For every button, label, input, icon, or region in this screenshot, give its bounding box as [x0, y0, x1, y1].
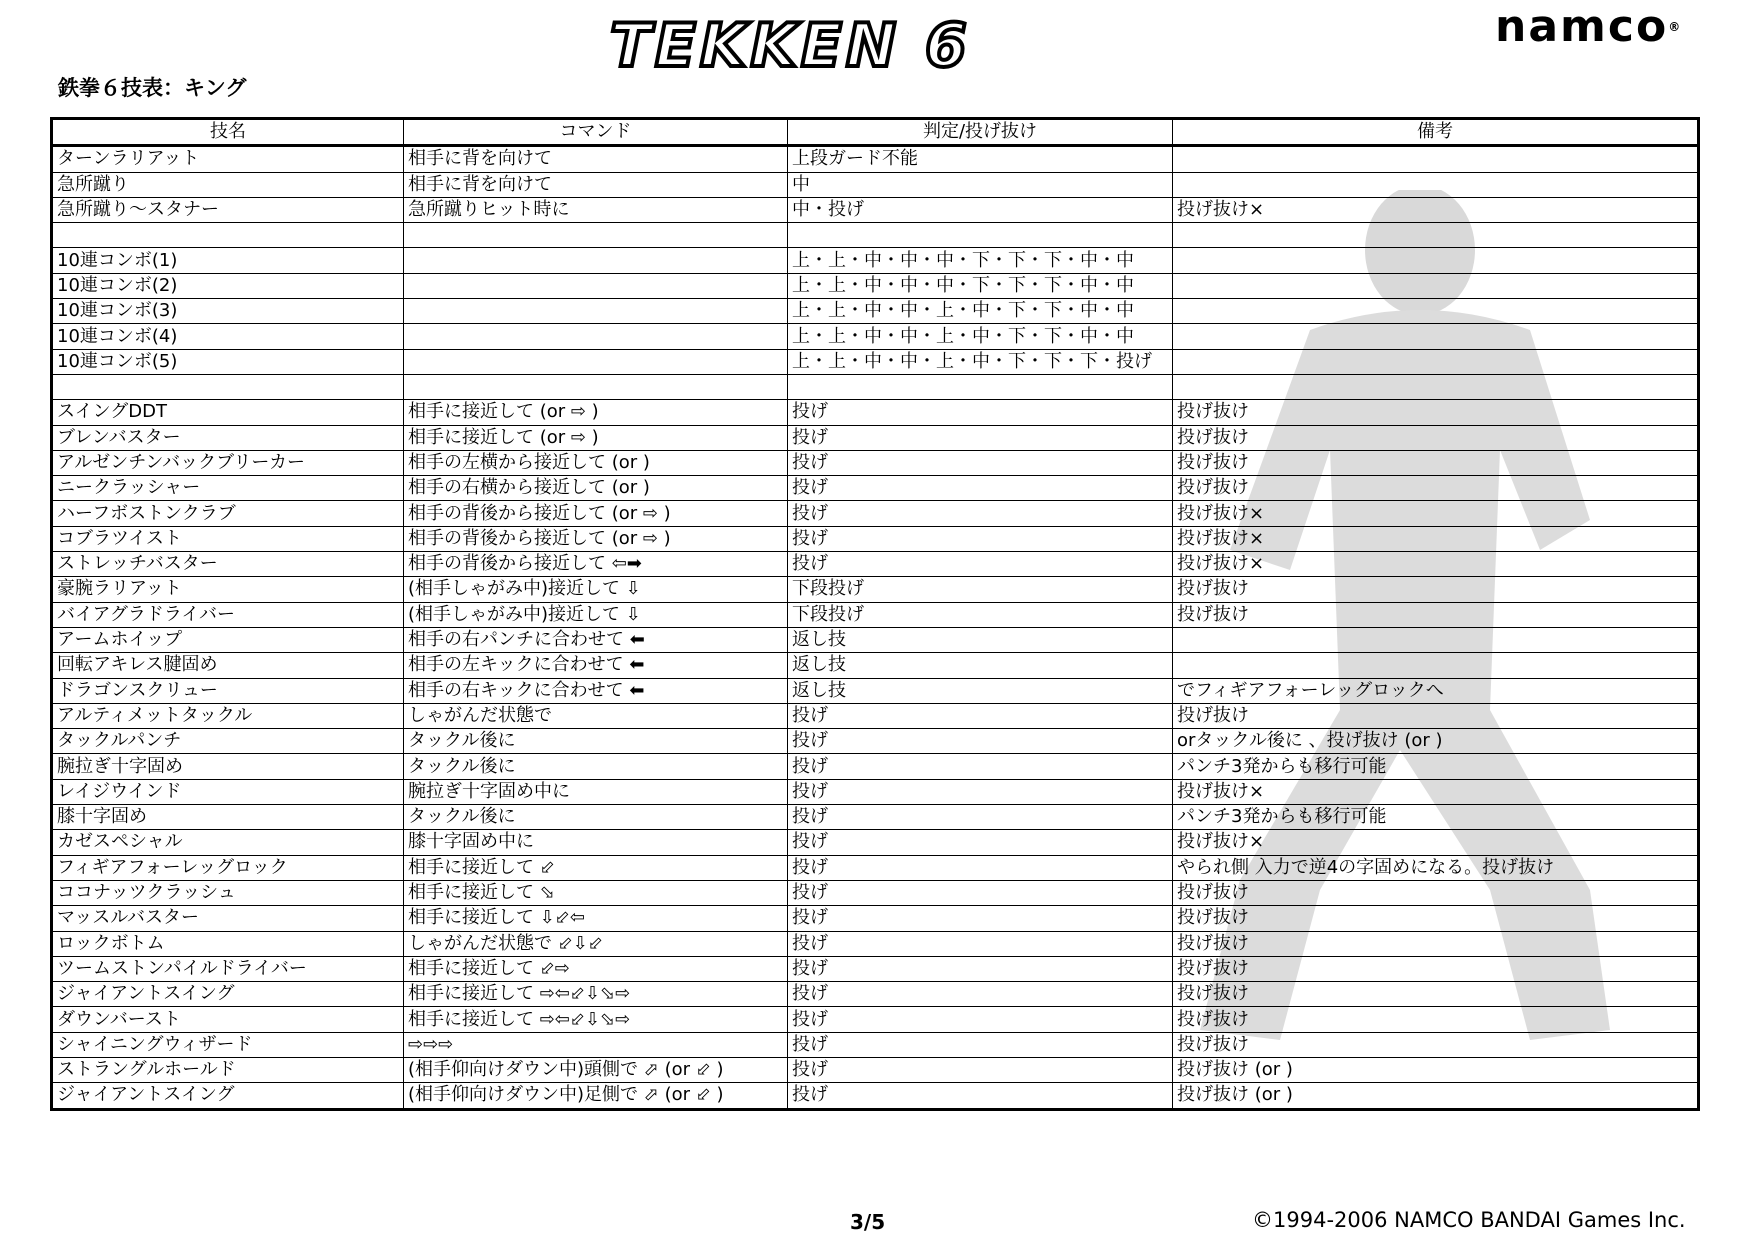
- move-name-cell: 腕拉ぎ十字固め: [52, 754, 404, 779]
- move-name-cell: ニークラッシャー: [52, 476, 404, 501]
- notes-cell: [1173, 273, 1699, 298]
- property-cell: 投げ: [788, 729, 1173, 754]
- property-cell: 上・上・中・中・中・下・下・下・中・中: [788, 248, 1173, 273]
- command-cell: 相手に接近して ⬃: [404, 855, 788, 880]
- command-cell: 相手の右パンチに合わせて ⬅: [404, 627, 788, 652]
- command-cell: 相手の左横から接近して (or ): [404, 450, 788, 475]
- table-row: [52, 197, 1699, 222]
- table-row: [52, 450, 1699, 475]
- move-name-cell: 10連コンボ(4): [52, 324, 404, 349]
- property-cell: 投げ: [788, 931, 1173, 956]
- property-cell: 下段投げ: [788, 602, 1173, 627]
- command-cell: 相手の背後から接近して ⇦➡: [404, 552, 788, 577]
- notes-cell: [1173, 627, 1699, 652]
- move-name-cell: シャイニングウィザード: [52, 1032, 404, 1057]
- move-name-cell: ココナッツクラッシュ: [52, 880, 404, 905]
- table-row: [52, 501, 1699, 526]
- command-cell: 相手の背後から接近して (or ⇨ ): [404, 501, 788, 526]
- property-cell: 中: [788, 172, 1173, 197]
- move-name-cell: 10連コンボ(5): [52, 349, 404, 374]
- property-cell: 返し技: [788, 653, 1173, 678]
- notes-cell: [1173, 172, 1699, 197]
- table-row: [52, 602, 1699, 627]
- table-row: [52, 324, 1699, 349]
- command-cell: 相手に背を向けて: [404, 172, 788, 197]
- move-name-cell: スイングDDT: [52, 400, 404, 425]
- move-name-cell: 回転アキレス腱固め: [52, 653, 404, 678]
- command-cell: [404, 374, 788, 399]
- notes-cell: 投げ抜け×: [1173, 197, 1699, 222]
- table-row: [52, 577, 1699, 602]
- notes-cell: [1173, 324, 1699, 349]
- move-name-cell: 10連コンボ(1): [52, 248, 404, 273]
- table-row: [52, 374, 1699, 399]
- notes-cell: でフィギアフォーレッグロックへ: [1173, 678, 1699, 703]
- move-name-cell: [52, 374, 404, 399]
- property-cell: 投げ: [788, 906, 1173, 931]
- property-cell: 投げ: [788, 956, 1173, 981]
- command-cell: [404, 324, 788, 349]
- move-name-cell: ロックボトム: [52, 931, 404, 956]
- command-cell: 膝十字固め中に: [404, 830, 788, 855]
- move-name-cell: レイジウインド: [52, 779, 404, 804]
- table-row: [52, 1007, 1699, 1032]
- table-row: [52, 1057, 1699, 1082]
- notes-cell: [1173, 349, 1699, 374]
- move-name-cell: フィギアフォーレッグロック: [52, 855, 404, 880]
- notes-cell: 投げ抜け: [1173, 1007, 1699, 1032]
- property-cell: 投げ: [788, 830, 1173, 855]
- command-cell: 相手に接近して (or ⇨ ): [404, 425, 788, 450]
- notes-cell: [1173, 299, 1699, 324]
- notes-cell: 投げ抜け: [1173, 425, 1699, 450]
- move-name-cell: 10連コンボ(3): [52, 299, 404, 324]
- move-name-cell: ジャイアントスイング: [52, 982, 404, 1007]
- move-rows: [52, 146, 1699, 1109]
- table-row: [52, 1083, 1699, 1109]
- command-cell: 相手の背後から接近して (or ⇨ ): [404, 526, 788, 551]
- command-cell: [404, 248, 788, 273]
- table-row: [52, 805, 1699, 830]
- move-name-cell: 急所蹴り: [52, 172, 404, 197]
- move-name-cell: マッスルバスター: [52, 906, 404, 931]
- property-cell: 投げ: [788, 880, 1173, 905]
- move-name-cell: ツームストンパイルドライバー: [52, 956, 404, 981]
- command-cell: [404, 299, 788, 324]
- notes-cell: 投げ抜け: [1173, 956, 1699, 981]
- header-move-name: 技名: [52, 119, 404, 146]
- notes-cell: 投げ抜け: [1173, 703, 1699, 728]
- table-row: [52, 906, 1699, 931]
- table-row: [52, 830, 1699, 855]
- registered-mark: ®: [1668, 20, 1683, 34]
- table-row: [52, 982, 1699, 1007]
- command-cell: 急所蹴りヒット時に: [404, 197, 788, 222]
- command-cell: 相手の右キックに合わせて ⬅: [404, 678, 788, 703]
- command-cell: しゃがんだ状態で ⬃⇩⬃: [404, 931, 788, 956]
- command-cell: 相手に背を向けて: [404, 146, 788, 172]
- header-property: 判定/投げ抜け: [788, 119, 1173, 146]
- notes-cell: パンチ3発からも移行可能: [1173, 805, 1699, 830]
- document-title: 鉄拳６技表：キング: [58, 76, 247, 100]
- move-name-cell: ダウンバースト: [52, 1007, 404, 1032]
- notes-cell: [1173, 223, 1699, 248]
- move-name-cell: ブレンバスター: [52, 425, 404, 450]
- notes-cell: 投げ抜け: [1173, 400, 1699, 425]
- notes-cell: 投げ抜け×: [1173, 779, 1699, 804]
- notes-cell: 投げ抜け (or ): [1173, 1083, 1699, 1109]
- table-row: [52, 400, 1699, 425]
- table-row: [52, 729, 1699, 754]
- command-cell: [404, 273, 788, 298]
- move-name-cell: ストレッチバスター: [52, 552, 404, 577]
- move-name-cell: ジャイアントスイング: [52, 1083, 404, 1109]
- property-cell: 下段投げ: [788, 577, 1173, 602]
- move-name-cell: タックルパンチ: [52, 729, 404, 754]
- command-cell: (相手しゃがみ中)接近して ⇩: [404, 602, 788, 627]
- namco-logo-text: namco: [1495, 1, 1669, 52]
- table-row: [52, 476, 1699, 501]
- notes-cell: 投げ抜け: [1173, 880, 1699, 905]
- tekken6-logo-art: [590, 6, 1170, 84]
- notes-cell: 投げ抜け×: [1173, 552, 1699, 577]
- notes-cell: [1173, 146, 1699, 172]
- property-cell: 投げ: [788, 779, 1173, 804]
- move-name-cell: ターンラリアット: [52, 146, 404, 172]
- table-row: [52, 653, 1699, 678]
- property-cell: 中・投げ: [788, 197, 1173, 222]
- property-cell: 投げ: [788, 501, 1173, 526]
- table-row: [52, 754, 1699, 779]
- notes-cell: 投げ抜け: [1173, 476, 1699, 501]
- table-row: [52, 779, 1699, 804]
- notes-cell: [1173, 653, 1699, 678]
- notes-cell: 投げ抜け×: [1173, 526, 1699, 551]
- table-row: [52, 956, 1699, 981]
- table-row: [52, 678, 1699, 703]
- table-row: [52, 855, 1699, 880]
- property-cell: 投げ: [788, 1007, 1173, 1032]
- notes-cell: やられ側 入力で逆4の字固めになる。投げ抜け: [1173, 855, 1699, 880]
- property-cell: 投げ: [788, 703, 1173, 728]
- command-cell: (相手しゃがみ中)接近して ⇩: [404, 577, 788, 602]
- copyright-notice: ©1994-2006 NAMCO BANDAI Games Inc.: [1252, 1208, 1686, 1232]
- command-cell: タックル後に: [404, 805, 788, 830]
- command-cell: 腕拉ぎ十字固め中に: [404, 779, 788, 804]
- property-cell: 投げ: [788, 982, 1173, 1007]
- property-cell: 投げ: [788, 526, 1173, 551]
- notes-cell: 投げ抜け: [1173, 1032, 1699, 1057]
- tekken6-logo: [590, 6, 1170, 84]
- move-name-cell: カゼスペシャル: [52, 830, 404, 855]
- property-cell: 投げ: [788, 450, 1173, 475]
- command-cell: (相手仰向けダウン中)頭側で ⬀ (or ⬃ ): [404, 1057, 788, 1082]
- table-row: [52, 627, 1699, 652]
- notes-cell: パンチ3発からも移行可能: [1173, 754, 1699, 779]
- notes-cell: 投げ抜け: [1173, 450, 1699, 475]
- namco-logo: [1495, 1, 1725, 52]
- property-cell: 返し技: [788, 627, 1173, 652]
- header-notes: 備考: [1173, 119, 1699, 146]
- table-row: [52, 880, 1699, 905]
- command-cell: 相手に接近して ⬃⇨: [404, 956, 788, 981]
- property-cell: 投げ: [788, 552, 1173, 577]
- page-number: 3/5: [850, 1210, 886, 1234]
- table-row: [52, 172, 1699, 197]
- table-row: [52, 349, 1699, 374]
- move-name-cell: 豪腕ラリアット: [52, 577, 404, 602]
- move-name-cell: 10連コンボ(2): [52, 273, 404, 298]
- move-name-cell: 膝十字固め: [52, 805, 404, 830]
- property-cell: 投げ: [788, 476, 1173, 501]
- command-cell: 相手に接近して ⬂: [404, 880, 788, 905]
- property-cell: 返し技: [788, 678, 1173, 703]
- notes-cell: [1173, 374, 1699, 399]
- notes-cell: orタックル後に 、投げ抜け (or ): [1173, 729, 1699, 754]
- command-cell: (相手仰向けダウン中)足側で ⬀ (or ⬃ ): [404, 1083, 788, 1109]
- command-cell: [404, 349, 788, 374]
- command-cell: タックル後に: [404, 754, 788, 779]
- property-cell: 上・上・中・中・中・下・下・下・中・中: [788, 273, 1173, 298]
- move-name-cell: 急所蹴り～スタナー: [52, 197, 404, 222]
- tekken-logo-text: TEKKEN 6: [610, 11, 971, 81]
- header-command: コマンド: [404, 119, 788, 146]
- table-row: [52, 931, 1699, 956]
- property-cell: 投げ: [788, 855, 1173, 880]
- command-cell: しゃがんだ状態で: [404, 703, 788, 728]
- property-cell: 投げ: [788, 1083, 1173, 1109]
- command-cell: [404, 223, 788, 248]
- move-name-cell: ドラゴンスクリュー: [52, 678, 404, 703]
- table-row: [52, 273, 1699, 298]
- notes-cell: 投げ抜け: [1173, 602, 1699, 627]
- move-list-table: [50, 117, 1700, 1111]
- notes-cell: 投げ抜け: [1173, 577, 1699, 602]
- table-row: [52, 223, 1699, 248]
- table-row: [52, 526, 1699, 551]
- property-cell: 投げ: [788, 1032, 1173, 1057]
- notes-cell: 投げ抜け×: [1173, 501, 1699, 526]
- property-cell: 投げ: [788, 805, 1173, 830]
- table-row: [52, 703, 1699, 728]
- command-cell: ⇨⇨⇨: [404, 1032, 788, 1057]
- command-cell: 相手の左キックに合わせて ⬅: [404, 653, 788, 678]
- property-cell: 投げ: [788, 425, 1173, 450]
- property-cell: 上段ガード不能: [788, 146, 1173, 172]
- property-cell: 投げ: [788, 1057, 1173, 1082]
- move-name-cell: [52, 223, 404, 248]
- table-row: [52, 552, 1699, 577]
- notes-cell: 投げ抜け: [1173, 982, 1699, 1007]
- command-cell: タックル後に: [404, 729, 788, 754]
- notes-cell: [1173, 248, 1699, 273]
- table-row: [52, 299, 1699, 324]
- notes-cell: 投げ抜け (or ): [1173, 1057, 1699, 1082]
- table-row: [52, 425, 1699, 450]
- property-cell: [788, 223, 1173, 248]
- move-name-cell: ストラングルホールド: [52, 1057, 404, 1082]
- command-cell: 相手に接近して ⇨⇦⬃⇩⬂⇨: [404, 1007, 788, 1032]
- notes-cell: 投げ抜け×: [1173, 830, 1699, 855]
- move-name-cell: アームホイップ: [52, 627, 404, 652]
- property-cell: 上・上・中・中・上・中・下・下・中・中: [788, 324, 1173, 349]
- property-cell: 投げ: [788, 754, 1173, 779]
- notes-cell: 投げ抜け: [1173, 906, 1699, 931]
- move-name-cell: アルゼンチンバックブリーカー: [52, 450, 404, 475]
- command-cell: 相手に接近して ⇨⇦⬃⇩⬂⇨: [404, 982, 788, 1007]
- command-cell: 相手に接近して ⇩⬃⇦: [404, 906, 788, 931]
- table-row: [52, 146, 1699, 172]
- move-name-cell: アルティメットタックル: [52, 703, 404, 728]
- property-cell: [788, 374, 1173, 399]
- property-cell: 投げ: [788, 400, 1173, 425]
- table-header-row: [52, 119, 1699, 146]
- property-cell: 上・上・中・中・上・中・下・下・中・中: [788, 299, 1173, 324]
- property-cell: 上・上・中・中・上・中・下・下・下・投げ: [788, 349, 1173, 374]
- command-cell: 相手の右横から接近して (or ): [404, 476, 788, 501]
- table-row: [52, 248, 1699, 273]
- table-row: [52, 1032, 1699, 1057]
- move-name-cell: バイアグラドライバー: [52, 602, 404, 627]
- notes-cell: 投げ抜け: [1173, 931, 1699, 956]
- move-name-cell: コブラツイスト: [52, 526, 404, 551]
- move-name-cell: ハーフボストンクラブ: [52, 501, 404, 526]
- command-cell: 相手に接近して (or ⇨ ): [404, 400, 788, 425]
